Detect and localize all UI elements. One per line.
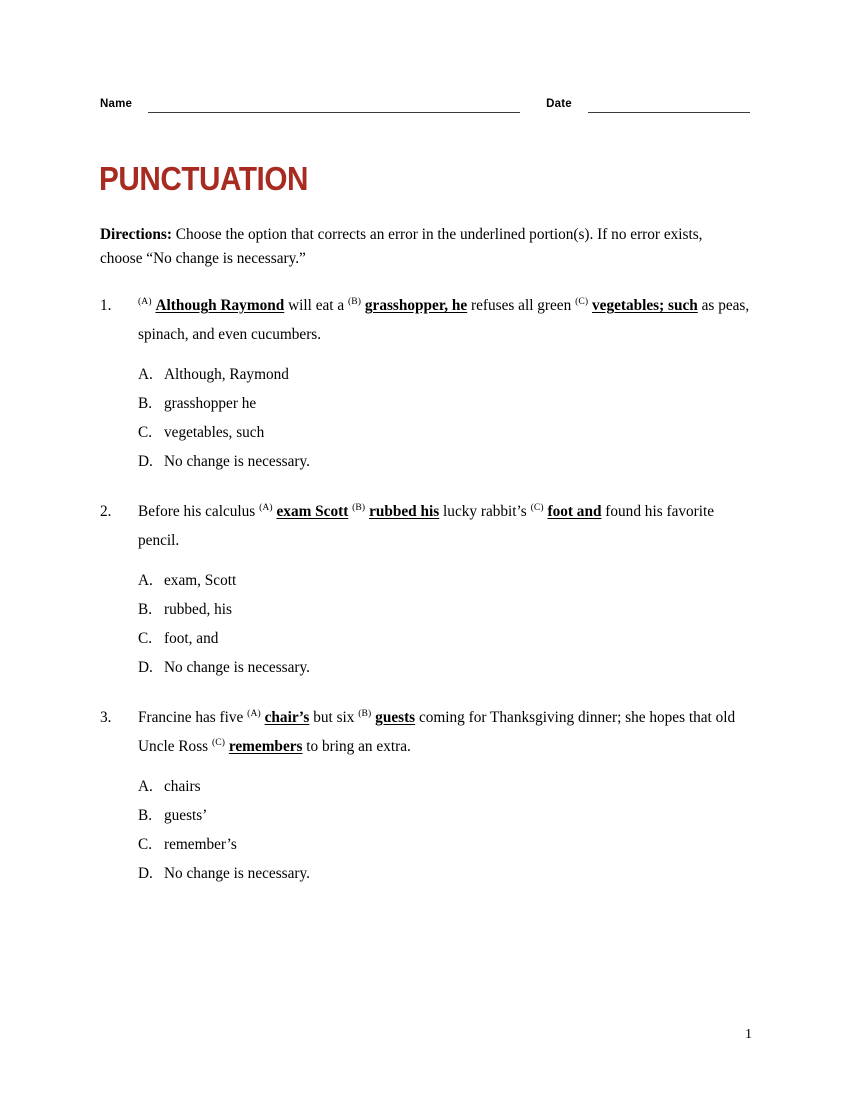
option-text: remember’s (164, 836, 237, 853)
answer-options (138, 772, 750, 888)
stem-text: found his favorite pencil. (138, 503, 715, 549)
option-text: vegetables, such (164, 424, 265, 441)
option-text: rubbed, his (164, 601, 232, 618)
directions-paragraph (100, 223, 722, 271)
stem-text: as peas, spinach, and even cucumbers. (138, 297, 750, 343)
option-letter: B. (138, 807, 153, 824)
option-text: guests’ (164, 807, 208, 824)
option-letter: B. (138, 395, 153, 412)
option-text: exam, Scott (164, 572, 237, 589)
underlined-portion: remembers (228, 738, 303, 755)
student-info-header (100, 98, 750, 113)
answer-options (138, 566, 750, 682)
name-label: Name (100, 97, 133, 110)
question-item (100, 497, 750, 682)
option-letter: A. (138, 572, 153, 589)
option-text: No change is necessary. (164, 865, 310, 882)
question-item (100, 703, 750, 888)
option-text: No change is necessary. (164, 659, 310, 676)
question-number: 1. (100, 297, 112, 314)
answer-option[interactable] (138, 595, 750, 624)
underlined-portion: foot and (547, 503, 602, 520)
option-letter: D. (138, 865, 153, 882)
underline-marker: (B) (352, 501, 366, 513)
questions-list (100, 291, 750, 909)
underlined-portion: exam Scott (276, 503, 349, 520)
directions-label: Directions: (100, 226, 172, 243)
answer-option[interactable] (138, 418, 750, 447)
option-letter: B. (138, 601, 153, 618)
option-text: grasshopper he (164, 395, 257, 412)
stem-text: Before his calculus (138, 503, 260, 520)
page-title: punctuation (99, 147, 308, 200)
underline-marker: (A) (138, 295, 152, 307)
option-text: No change is necessary. (164, 453, 310, 470)
underline-marker: (C) (575, 295, 589, 307)
option-letter: A. (138, 778, 153, 795)
directions-text: Choose the option that corrects an error in the underlined portion(s). If no error exists, choose “No change is necessary.” (100, 226, 703, 267)
option-text: Although, Raymond (164, 366, 289, 383)
stem-text: but six (309, 709, 359, 726)
answer-option[interactable] (138, 447, 750, 476)
page-number: 1 (745, 1027, 752, 1042)
answer-option[interactable] (138, 360, 750, 389)
answer-option[interactable] (138, 566, 750, 595)
underlined-portion: chair’s (264, 709, 310, 726)
option-text: chairs (164, 778, 201, 795)
question-number: 3. (100, 709, 112, 726)
question-number: 2. (100, 503, 112, 520)
underlined-portion: vegetables; such (592, 297, 698, 314)
answer-option[interactable] (138, 653, 750, 682)
stem-text: to bring an extra. (302, 738, 411, 755)
underlined-portion: grasshopper, he (364, 297, 468, 314)
underline-marker: (A) (259, 501, 273, 513)
name-write-in-line[interactable] (148, 98, 520, 113)
option-letter: A. (138, 366, 153, 383)
option-letter: D. (138, 659, 153, 676)
date-label: Date (546, 97, 572, 110)
underline-marker: (A) (247, 707, 261, 719)
answer-option[interactable] (138, 389, 750, 418)
underline-marker: (C) (530, 501, 544, 513)
option-letter: C. (138, 424, 153, 441)
option-letter: C. (138, 630, 153, 647)
underlined-portion: Although Raymond (155, 297, 285, 314)
stem-text: lucky rabbit’s (439, 503, 531, 520)
stem-text: coming for Thanksgiving dinner; she hopes that old Uncle Ross (138, 709, 736, 755)
question-stem (138, 291, 750, 349)
option-letter: D. (138, 453, 153, 470)
option-letter: C. (138, 836, 153, 853)
stem-text: refuses all green (467, 297, 576, 314)
underline-marker: (B) (347, 295, 362, 307)
answer-option[interactable] (138, 801, 750, 830)
underline-marker: (C) (211, 736, 226, 748)
answer-option[interactable] (138, 772, 750, 801)
date-write-in-line[interactable] (588, 98, 750, 113)
underlined-portion: guests (375, 709, 416, 726)
question-stem (138, 497, 750, 555)
option-text: foot, and (164, 630, 219, 647)
answer-option[interactable] (138, 859, 750, 888)
answer-options (138, 360, 750, 476)
stem-text: Francine has five (138, 709, 248, 726)
answer-option[interactable] (138, 830, 750, 859)
question-stem (138, 703, 750, 761)
underlined-portion: rubbed his (369, 503, 440, 520)
question-item (100, 291, 750, 476)
answer-option[interactable] (138, 624, 750, 653)
stem-text: will eat a (284, 297, 348, 314)
underline-marker: (B) (358, 707, 372, 719)
